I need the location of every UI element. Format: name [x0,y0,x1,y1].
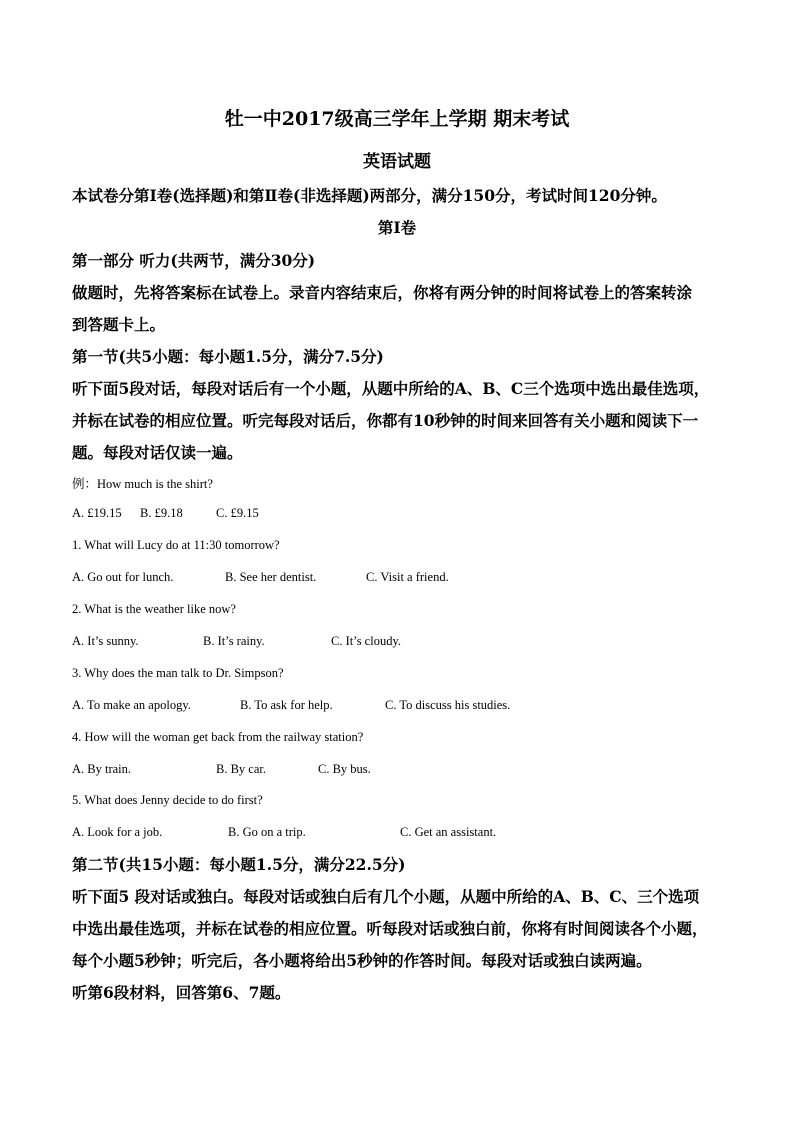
part1-instruction-line: 做题时，先将答案标在试卷上。录音内容结束后，你将有两分钟的时间将试卷上的答案转涂 [72,283,693,302]
section2-heading: 第二节(共15小题：每小题1.5分，满分22.5分) [72,855,406,874]
exam-title: 牡一中2017级高三学年上学期 期末考试 [224,108,570,130]
section1-instruction-line: 听下面5段对话，每段对话后有一个小题，从题中所给的A、B、C三个选项中选出最佳选项， [72,379,710,398]
question-3-option-c: C. To discuss his studies. [385,698,511,712]
section2-instruction-line: 中选出最佳选项，并标在试卷的相应位置。听每段对话或独白前，你将有时间阅读各个小题， [72,919,708,938]
question-2: 2. What is the weather like now? [72,602,236,616]
question-5: 5. What does Jenny decide to do first? [72,793,263,807]
question-3-option-a: A. To make an apology. [72,698,191,712]
question-3: 3. Why does the man talk to Dr. Simpson? [72,666,284,680]
section1-heading: 第一节(共5小题：每小题1.5分，满分7.5分) [72,347,384,366]
question-5-option-a: A. Look for a job. [72,825,163,839]
section1-instruction-line: 并标在试卷的相应位置。听完每段对话后，你都有10秒钟的时间来回答有关小题和阅读下一 [72,411,699,430]
section2-instruction-line: 每个小题5秒钟；听完后，各小题将给出5秒钟的作答时间。每段对话或独白读两遍。 [72,951,652,970]
section2-instruction-line: 听下面5 段对话或独白。每段对话或独白后有几个小题，从题中所给的A、B、C、三个选项 [72,887,700,906]
question-1-option-b: B. See her dentist. [225,570,317,584]
question-4-option-b: B. By car. [216,762,266,776]
question-4-option-c: C. By bus. [318,762,371,776]
exam-subtitle: 英语试题 [363,152,431,172]
example-question: 例：How much is the shirt? [72,477,213,491]
section2-material-note: 听第6段材料，回答第6、7题。 [72,983,291,1002]
example-option-b: B. £9.18 [140,506,183,520]
question-5-option-c: C. Get an assistant. [400,825,497,839]
exam-intro: 本试卷分第Ⅰ卷(选择题)和第Ⅱ卷(非选择题)两部分，满分150分，考试时间120分钟。 [72,186,667,205]
question-4: 4. How will the woman get back from the railway station? [72,730,364,744]
question-1: 1. What will Lucy do at 11:30 tomorrow? [72,538,280,552]
question-2-option-b: B. It’s rainy. [203,634,265,648]
example-option-a: A. £19.15 [72,506,122,520]
question-2-option-a: A. It’s sunny. [72,634,139,648]
question-2-option-c: C. It’s cloudy. [331,634,402,648]
part1-heading: 第一部分 听力(共两节，满分30分) [72,251,316,270]
question-1-option-c: C. Visit a friend. [366,570,449,584]
question-5-option-b: B. Go on a trip. [228,825,306,839]
part1-instruction-line: 到答题卡上。 [72,315,166,334]
question-3-option-b: B. To ask for help. [240,698,333,712]
question-4-option-a: A. By train. [72,762,132,776]
question-1-option-a: A. Go out for lunch. [72,570,174,584]
section1-instruction-line: 题。每段对话仅读一遍。 [72,443,243,462]
volume-heading: 第Ⅰ卷 [377,218,417,237]
example-option-c: C. £9.15 [216,506,259,520]
